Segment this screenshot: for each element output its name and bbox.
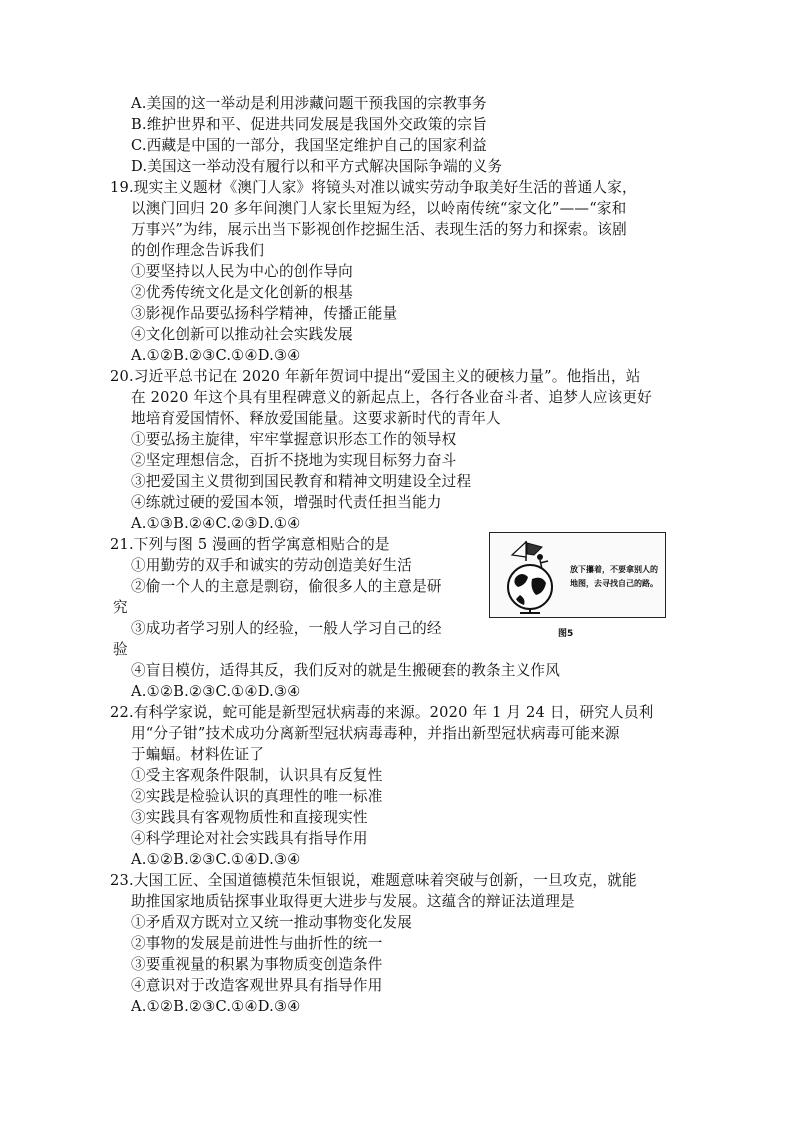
statement-21-2-wrap: 究 bbox=[113, 599, 128, 616]
question-22-stem: 22.有科学家说，蛇可能是新型冠状病毒的来源。2020 年 1 月 24 日，研究人员利 bbox=[110, 704, 654, 721]
statement-23-2: ②事物的发展是前进性与曲折性的统一 bbox=[131, 935, 383, 952]
option-18d: D.美国这一举动没有履行以和平方式解决国际争端的义务 bbox=[131, 158, 503, 175]
answer-options-20: A.①③B.②④C.②③D.①④ bbox=[131, 515, 301, 532]
statement-21-3-wrap: 验 bbox=[113, 641, 128, 658]
statement-21-1: ①用勤劳的双手和诚实的劳动创造美好生活 bbox=[131, 557, 413, 574]
statement-23-4: ④意识对于改造客观世界具有指导作用 bbox=[131, 977, 383, 994]
question-20-stem: 地培育爱国情怀、释放爱国能量。这要求新时代的青年人 bbox=[131, 410, 501, 427]
question-19-stem: 19.现实主义题材《澳门人家》将镜头对准以诚实劳动争取美好生活的普通人家， bbox=[110, 179, 637, 196]
statement-20-1: ①要弘扬主旋律，牢牢掌握意识形态工作的领导权 bbox=[131, 431, 457, 448]
statement-20-2: ②坚定理想信念，百折不挠地为实现目标努力奋斗 bbox=[131, 452, 457, 469]
globe-cartoon-icon bbox=[496, 537, 572, 615]
statement-22-2: ②实践是检验认识的真理性的唯一标准 bbox=[131, 788, 383, 805]
statement-19-3: ③影视作品要弘扬科学精神，传播正能量 bbox=[131, 305, 398, 322]
question-20-stem: 在 2020 年这个具有里程碑意义的新起点上，各行各业奋斗者、追梦人应该更好 bbox=[131, 389, 653, 406]
question-19-stem: 万事兴”为纬，展示出当下影视创作挖掘生活、表现生活的努力和探索。该剧 bbox=[131, 221, 627, 238]
option-18b: B.维护世界和平、促进共同发展是我国外交政策的宗旨 bbox=[131, 116, 488, 133]
answer-options-19: A.①②B.②③C.①④D.③④ bbox=[131, 347, 301, 364]
statement-19-2: ②优秀传统文化是文化创新的根基 bbox=[131, 284, 353, 301]
statement-20-4: ④练就过硬的爱国本领，增强时代责任担当能力 bbox=[131, 494, 442, 511]
question-20-stem: 20.习近平总书记在 2020 年新年贺词中提出“爱国主义的硬核力量”。他指出，站 bbox=[110, 368, 641, 385]
statement-22-4: ④科学理论对社会实践具有指导作用 bbox=[131, 830, 368, 847]
question-22-stem: 于蝙蝠。材料佐证了 bbox=[131, 746, 265, 763]
answer-options-21: A.①②B.②③C.①④D.③④ bbox=[131, 683, 301, 700]
option-18a: A.美国的这一举动是利用涉藏问题干预我国的宗教事务 bbox=[131, 95, 487, 112]
question-22-stem: 用“分子钳”技术成功分离新型冠状病毒毒种，并指出新型冠状病毒可能来源 bbox=[131, 725, 620, 742]
statement-19-1: ①要坚持以人民为中心的创作导向 bbox=[131, 263, 353, 280]
question-19-stem: 的创作理念告诉我们 bbox=[131, 242, 265, 259]
option-18c: C.西藏是中国的一部分，我国坚定维护自己的国家利益 bbox=[131, 137, 487, 154]
question-19-stem: 以澳门回归 20 多年间澳门人家长里短为经，以岭南传统“家文化”——“家和 bbox=[131, 200, 627, 217]
question-23-stem: 23.大国工匠、全国道德模范朱恒银说，难题意味着突破与创新，一旦攻克，就能 bbox=[110, 872, 637, 889]
statement-21-4: ④盲目模仿，适得其反，我们反对的就是生搬硬套的教条主义作风 bbox=[131, 662, 561, 679]
statement-19-4: ④文化创新可以推动社会实践发展 bbox=[131, 326, 353, 343]
figure-label: 图5 bbox=[558, 629, 574, 639]
statement-21-3: ③成功者学习别人的经验，一般人学习自己的经 bbox=[131, 620, 442, 637]
statement-20-3: ③把爱国主义贯彻到国民教育和精神文明建设全过程 bbox=[131, 473, 472, 490]
statement-21-2: ②偷一个人的主意是剽窃，偷很多人的主意是研 bbox=[131, 578, 442, 595]
answer-options-23: A.①②B.②③C.①④D.③④ bbox=[131, 998, 301, 1015]
answer-options-22: A.①②B.②③C.①④D.③④ bbox=[131, 851, 301, 868]
question-23-stem: 助推国家地质钻探事业取得更大进步与发展。这蕴含的辩证法道理是 bbox=[131, 893, 575, 910]
statement-22-3: ③实践具有客观物质性和直接现实性 bbox=[131, 809, 368, 826]
cartoon-figure-5 bbox=[489, 532, 666, 618]
question-21-stem: 21.下列与图 5 漫画的哲学寓意相贴合的是 bbox=[110, 536, 390, 553]
cartoon-caption-text: 放下攥着，不要拿别人的地图，去寻找自己的路。 bbox=[570, 565, 658, 588]
statement-22-1: ①受主客观条件限制，认识具有反复性 bbox=[131, 767, 383, 784]
statement-23-1: ①矛盾双方既对立又统一推动事物变化发展 bbox=[131, 914, 413, 931]
statement-23-3: ③要重视量的积累为事物质变创造条件 bbox=[131, 956, 383, 973]
